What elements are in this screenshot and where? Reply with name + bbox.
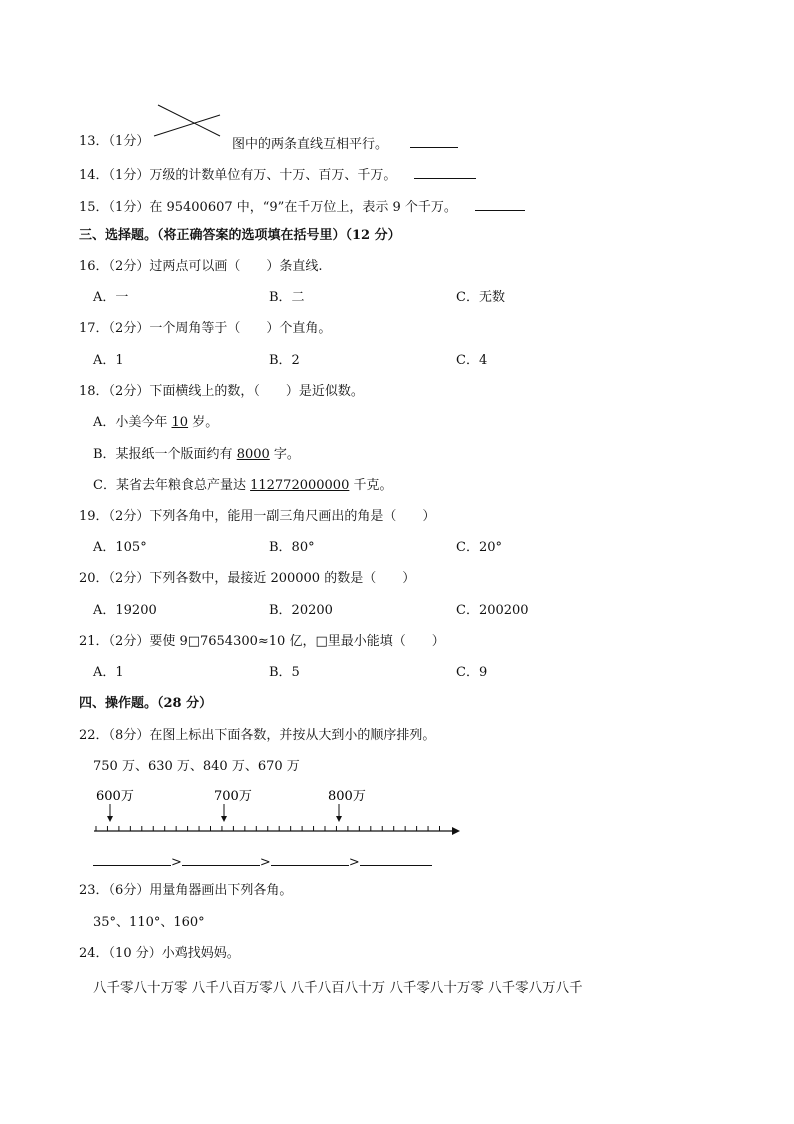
option-a[interactable]: A．105° bbox=[93, 540, 147, 555]
arrow-down-icon bbox=[221, 816, 227, 822]
option-b[interactable]: B．80° bbox=[269, 540, 315, 555]
number-words: 八千零八十万零 八千八百万零八 八千八百八十万 八千零八十万零 八千零八万八千 bbox=[93, 980, 583, 996]
option-c[interactable]: C．9 bbox=[456, 665, 488, 680]
option-b[interactable]: B．5 bbox=[269, 665, 300, 680]
question-23: 23．（6分）用量角器画出下列各角。 bbox=[79, 883, 293, 898]
question-number: 13．（1分） bbox=[79, 134, 150, 149]
question-22: 22．（8分）在图上标出下面各数，并按从大到小的顺序排列。 bbox=[79, 728, 436, 743]
greater-than: > bbox=[171, 855, 182, 870]
underlined-number: 10 bbox=[171, 415, 189, 430]
answer-blank[interactable] bbox=[271, 851, 349, 866]
question-13 bbox=[79, 133, 149, 151]
option-b[interactable]: B．二 bbox=[269, 290, 305, 305]
number-line-ticks bbox=[96, 826, 440, 831]
option-c[interactable]: C．20° bbox=[456, 540, 502, 555]
option-b[interactable]: B．某报纸一个版面约有 8000 字。 bbox=[93, 447, 300, 462]
number-line bbox=[90, 786, 470, 846]
option-a[interactable]: A．19200 bbox=[93, 603, 157, 618]
marker-700 bbox=[214, 789, 252, 822]
question-13-text bbox=[232, 133, 458, 154]
option-c[interactable]: C．某省去年粮食总产量达 112772000000 千克。 bbox=[93, 478, 393, 493]
question-16: 16．（2分）过两点可以画（ ）条直线. bbox=[79, 259, 323, 274]
question-14 bbox=[79, 164, 476, 185]
question-19: 19．（2分）下列各角中，能用一副三角尺画出的角是（ ） bbox=[79, 509, 436, 524]
question-17: 17．（2分）一个周角等于（ ）个直角。 bbox=[79, 321, 332, 336]
ordering-blanks bbox=[93, 851, 432, 872]
option-a[interactable]: A．1 bbox=[93, 353, 124, 368]
option-c[interactable]: C．4 bbox=[456, 353, 488, 368]
line-b bbox=[154, 115, 220, 136]
option-b[interactable]: B．20200 bbox=[269, 603, 333, 618]
question-18: 18．（2分）下面横线上的数，（ ）是近似数。 bbox=[79, 384, 364, 399]
label-700: 700万 bbox=[214, 789, 252, 804]
option-a[interactable]: A．1 bbox=[93, 665, 124, 680]
question-15 bbox=[79, 196, 525, 217]
answer-blank[interactable] bbox=[93, 851, 171, 866]
marker-600 bbox=[96, 789, 134, 822]
section-3-title: 三、选择题。（将正确答案的选项填在括号里）（12 分） bbox=[79, 228, 401, 243]
statement-text: 在 95400607 中，“9”在千万位上，表示 9 个千万。 bbox=[149, 200, 457, 215]
section-4-title: 四、操作题。（28 分） bbox=[79, 696, 213, 711]
question-20: 20．（2分）下列各数中，最接近 200000 的数是（ ） bbox=[79, 571, 416, 586]
answer-blank[interactable] bbox=[182, 851, 260, 866]
arrow-down-icon bbox=[336, 816, 342, 822]
answer-blank[interactable] bbox=[475, 196, 525, 211]
numbers-to-mark: 750 万、630 万、840 万、670 万 bbox=[93, 759, 300, 774]
question-24: 24．（10 分）小鸡找妈妈。 bbox=[79, 946, 240, 961]
statement-text: 万级的计数单位有万、十万、百万、千万。 bbox=[149, 168, 397, 183]
option-c[interactable]: C．无数 bbox=[456, 290, 505, 305]
question-number: 14．（1分） bbox=[79, 168, 150, 183]
answer-blank[interactable] bbox=[410, 133, 458, 148]
axis-arrowhead bbox=[452, 827, 460, 835]
option-a[interactable]: A．小美今年 10 岁。 bbox=[93, 415, 219, 430]
underlined-number: 8000 bbox=[236, 447, 270, 462]
label-600: 600万 bbox=[96, 789, 134, 804]
angles-list: 35°、110°、160° bbox=[93, 915, 205, 930]
statement-text: 图中的两条直线互相平行。 bbox=[232, 137, 389, 152]
marker-800 bbox=[328, 789, 366, 822]
crossing-lines-figure bbox=[150, 100, 230, 140]
label-800: 800万 bbox=[328, 789, 366, 804]
greater-than: > bbox=[348, 855, 360, 870]
arrow-down-icon bbox=[107, 816, 113, 822]
greater-than: > bbox=[259, 855, 271, 870]
underlined-number: 112772000000 bbox=[250, 478, 350, 493]
question-number: 15．（1分） bbox=[79, 200, 150, 215]
answer-blank[interactable] bbox=[360, 851, 432, 866]
option-b[interactable]: B．2 bbox=[269, 353, 300, 368]
option-a[interactable]: A．一 bbox=[93, 290, 129, 305]
option-c[interactable]: C．200200 bbox=[456, 603, 529, 618]
question-21: 21．（2分）要使 9□7654300≈10 亿，□里最小能填（ ） bbox=[79, 634, 445, 649]
answer-blank[interactable] bbox=[414, 164, 476, 179]
